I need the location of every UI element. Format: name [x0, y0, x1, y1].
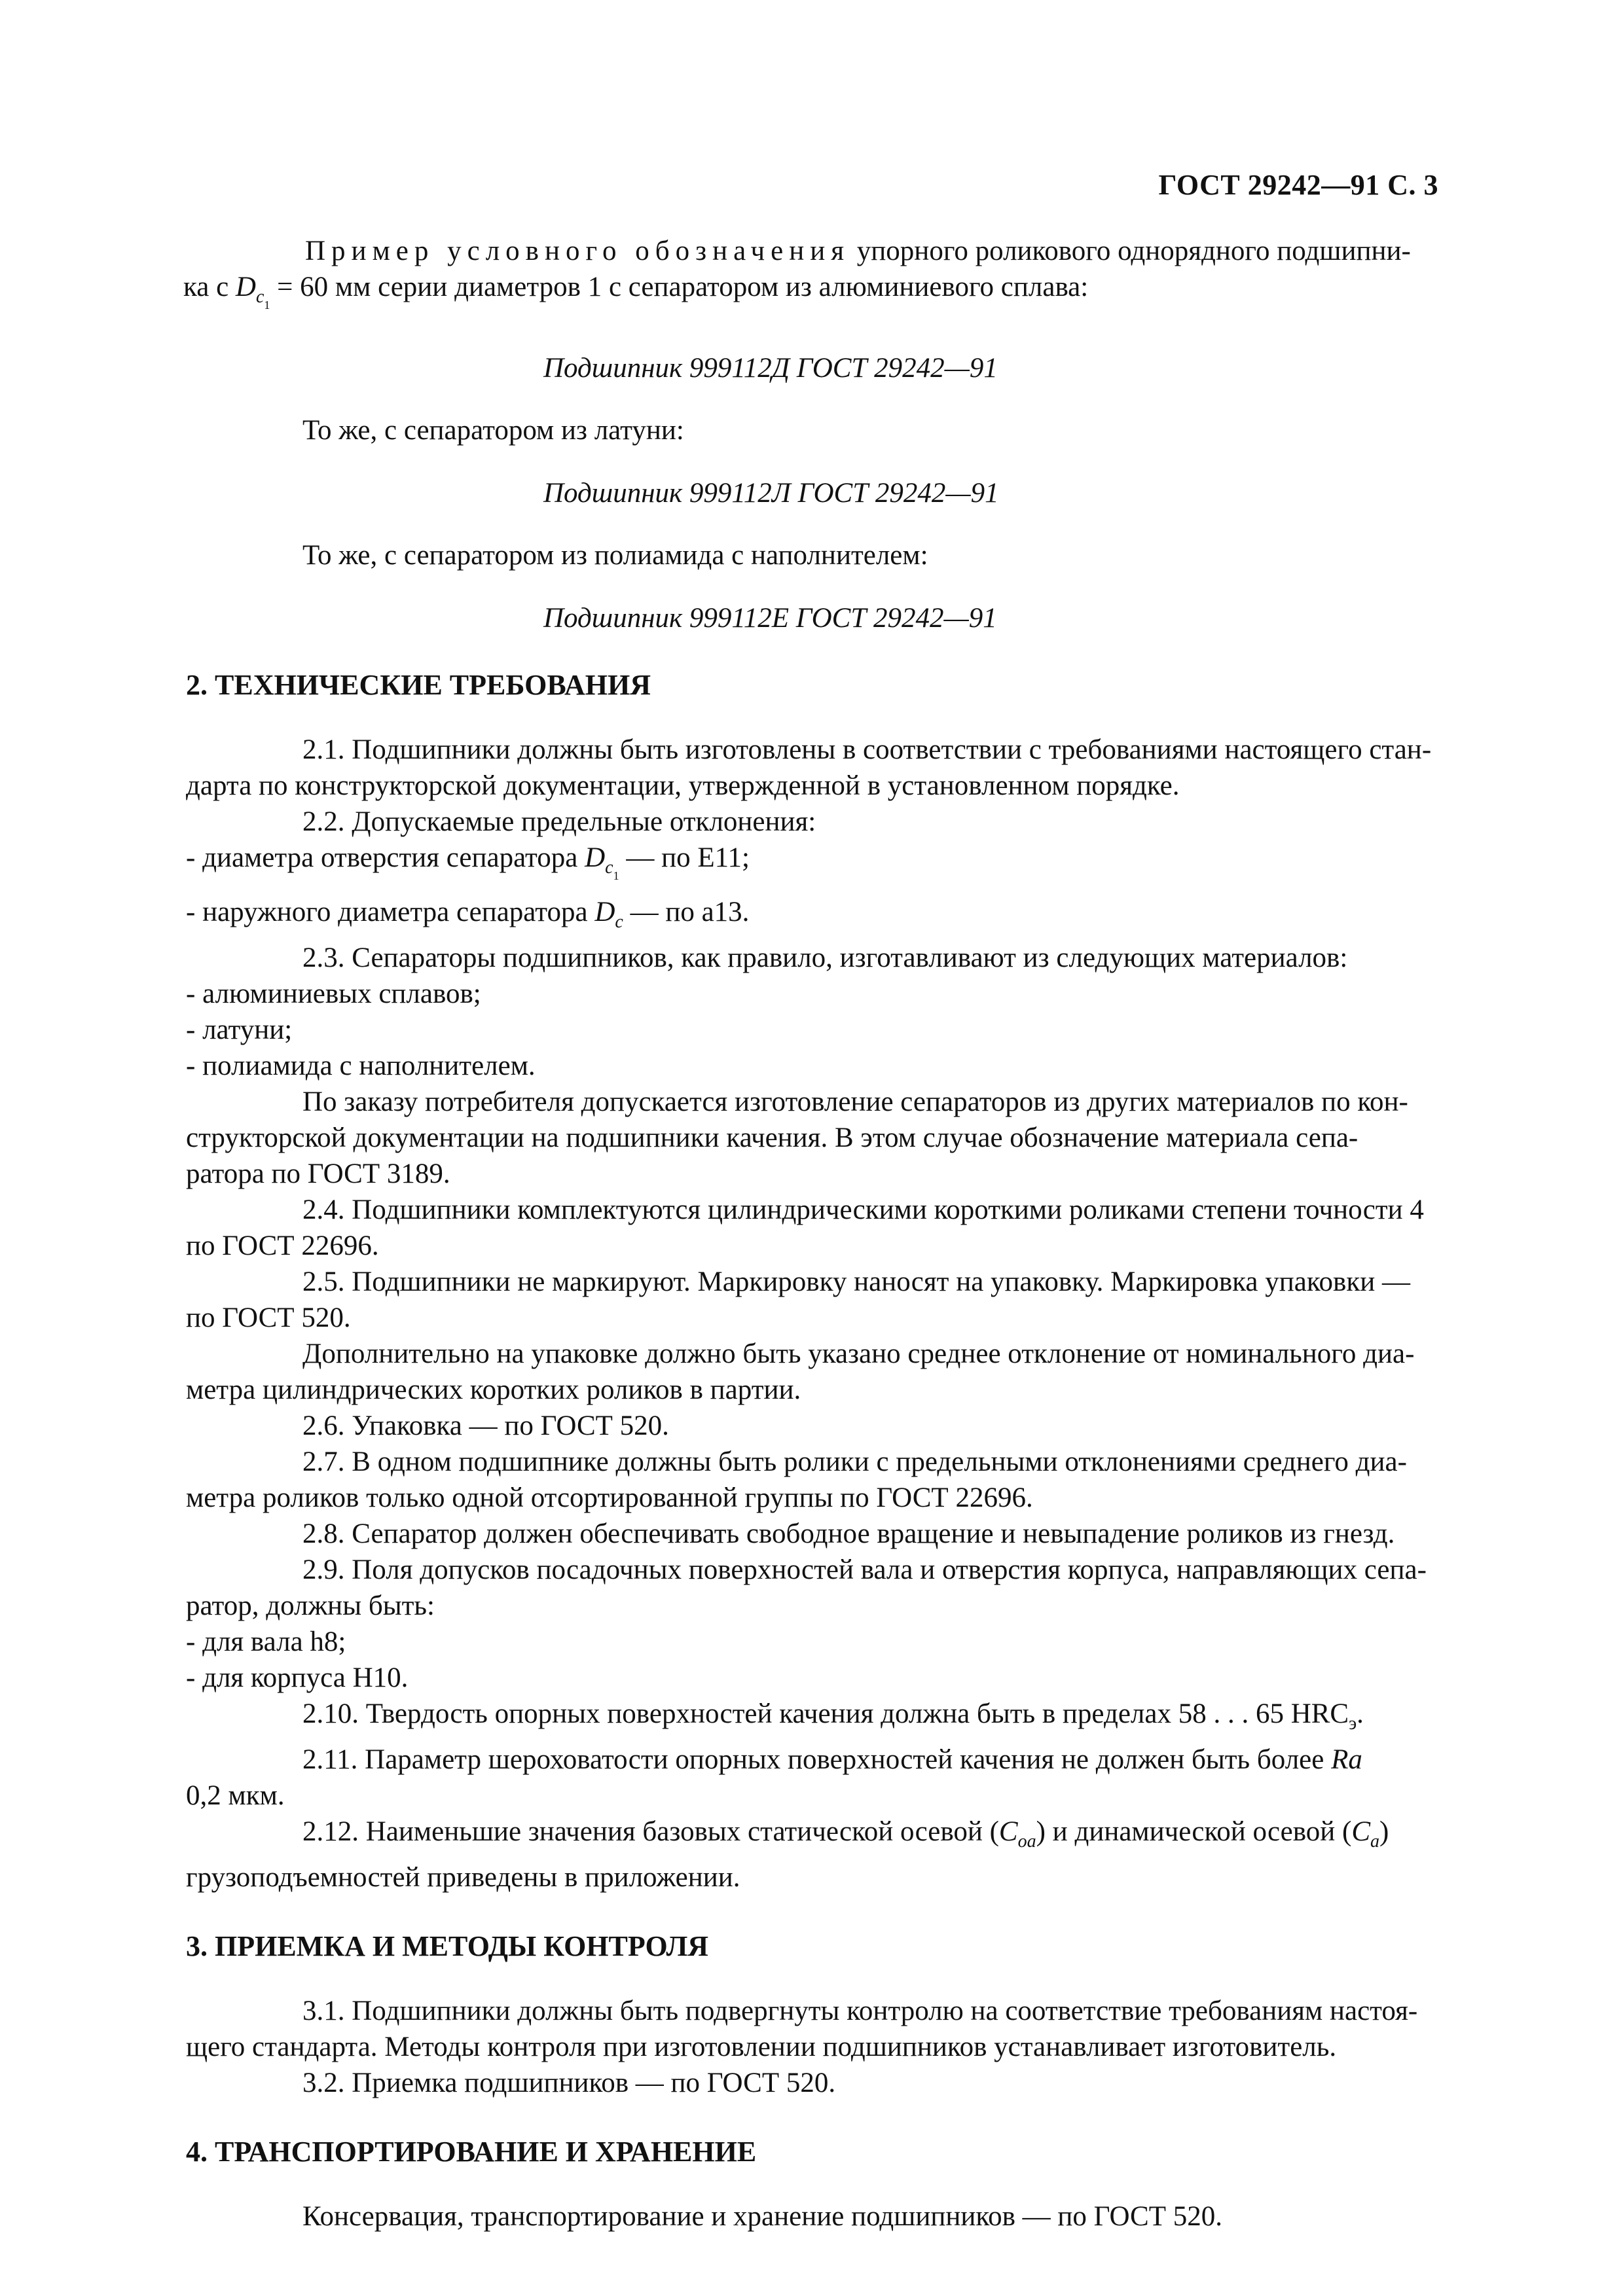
same-polyamide: То же, с сепаратором из полиамида с наполнителем: [302, 540, 928, 571]
para-2-5-c2: метра цилиндрических коротких роликов в партии. [186, 1374, 801, 1405]
para-2-11-a-pre: 2.11. Параметр шероховатости опорных поверхностей качения не должен быть более [302, 1744, 1332, 1775]
para-2-2-a-post: — по E11; [619, 842, 750, 873]
symbol-ca: $C_a$ [1351, 1816, 1380, 1852]
para-2-11-a [302, 1742, 1436, 1778]
symbol-dc1: $D_{c1}$ [235, 272, 270, 312]
section-2-heading: 2. ТЕХНИЧЕСКИЕ ТРЕБОВАНИЯ [186, 669, 651, 701]
para-2-2-b-post: — по a13. [623, 897, 750, 927]
para-2-3: 2.3. Сепараторы подшипников, как правило, изготавливают из следующих материалов: [302, 942, 1348, 973]
para-2-4-a: 2.4. Подшипники комплектуются цилиндрическими короткими роликами степени точности 4 [302, 1194, 1424, 1225]
para-2-3-c: - полиамида с наполнителем. [186, 1050, 536, 1081]
para-3-1-b: щего стандарта. Методы контроля при изготовлении подшипников устанавливает изготовитель. [186, 2032, 1337, 2062]
example-designation-3: Подшипник 999112Е ГОСТ 29242—91 [543, 603, 997, 634]
para-2-9-c: - для вала h8; [186, 1626, 346, 1657]
section-3-heading: 3. ПРИЕМКА И МЕТОДЫ КОНТРОЛЯ [186, 1930, 709, 1962]
para-2-5-a: 2.5. Подшипники не маркируют. Маркировку наносят на упаковку. Маркировка упаковки — [302, 1266, 1410, 1297]
symbol-ra: Ra [1331, 1744, 1362, 1775]
para-2-10 [302, 1696, 1436, 1742]
para-2-3-a: - алюминиевых сплавов; [186, 978, 481, 1009]
para-2-4-b: по ГОСТ 22696. [186, 1230, 379, 1261]
para-2-6: 2.6. Упаковка — по ГОСТ 520. [302, 1410, 669, 1441]
section-4-heading: 4. ТРАНСПОРТИРОВАНИЕ И ХРАНЕНИЕ [186, 2136, 757, 2168]
para-2-1-a: 2.1. Подшипники должны быть изготовлены в соответствии с требованиями настоящего стан- [302, 734, 1432, 765]
intro-line2-pre: ка с [183, 272, 236, 302]
para-2-9-b: ратор, должны быть: [186, 1590, 435, 1621]
example-designation-2: Подшипник 999112Л ГОСТ 29242—91 [543, 478, 999, 509]
para-2-2-a [186, 840, 1436, 894]
same-brass: То же, с сепаратором из латуни: [302, 415, 684, 446]
example-designation-1: Подшипник 999112Д ГОСТ 29242—91 [543, 353, 998, 384]
para-2-12-a-mid: ) и динамической осевой ( [1036, 1816, 1352, 1847]
page-content [183, 233, 1436, 2234]
para-2-10-post: . [1357, 1698, 1364, 1729]
para-3-1-a: 3.1. Подшипники должны быть подвергнуты контролю на соответствие требованиям настоя- [302, 1996, 1418, 2026]
para-2-3-d2: структорской документации на подшипники качения. В этом случае обозначение материала сепа- [186, 1122, 1359, 1153]
para-2-3-d1: По заказу потребителя допускается изготовление сепараторов из других материалов по кон- [302, 1086, 1408, 1117]
para-2-7-a: 2.7. В одном подшипнике должны быть ролики с предельными отклонениями среднего диа- [302, 1446, 1407, 1477]
intro-line-1 [302, 233, 1436, 269]
para-2-8: 2.8. Сепаратор должен обеспечивать свободное вращение и невыпадение роликов из гнезд. [302, 1518, 1395, 1549]
para-2-1-b: дарта по конструкторской документации, утвержденной в установленном порядке. [186, 770, 1180, 801]
para-2-9-a: 2.9. Поля допусков посадочных поверхностей вала и отверстия корпуса, направляющих сепа- [302, 1554, 1427, 1585]
para-2-7-b: метра роликов только одной отсортированной группы по ГОСТ 22696. [186, 1482, 1033, 1513]
para-2-12-a [302, 1814, 1436, 1859]
para-2-3-b: - латуни; [186, 1014, 293, 1045]
para-2-12-a-pre: 2.12. Наименьшие значения базовых статической осевой ( [302, 1816, 999, 1847]
page-header: ГОСТ 29242—91 С. 3 [1158, 169, 1438, 201]
symbol-dc1-b: $D_{c1}$ [585, 842, 619, 882]
intro-line2-post: = 60 мм серии диаметров 1 с сепаратором из алюминиевого сплава: [270, 272, 1089, 302]
intro-line-2 [183, 269, 1436, 323]
para-2-12-a-post: ) [1379, 1816, 1389, 1847]
intro-lead-rest: упорного роликового однорядного подшипни- [850, 236, 1411, 266]
para-2-12-b: грузоподъемностей приведены в приложении. [186, 1862, 740, 1893]
symbol-dc: $D_c$ [594, 897, 623, 932]
para-2-2-b-pre: - наружного диаметра сепаратора [186, 897, 595, 927]
para-2-5-b: по ГОСТ 520. [186, 1302, 351, 1333]
intro-lead-spaced: Пример условного обозначения [305, 236, 850, 266]
para-2-2-b [186, 894, 1436, 940]
para-4: Консервация, транспортирование и хранение подшипников — по ГОСТ 520. [302, 2201, 1222, 2232]
symbol-coa: $C_{oa}$ [998, 1816, 1036, 1852]
para-2-10-sub: э [1349, 1713, 1357, 1734]
para-3-2: 3.2. Приемка подшипников — по ГОСТ 520. [302, 2068, 836, 2098]
para-2-2-a-pre: - диаметра отверстия сепаратора [186, 842, 585, 873]
para-2-11-b: 0,2 мкм. [186, 1780, 285, 1811]
para-2-10-pre: 2.10. Твердость опорных поверхностей качения должна быть в пределах 58 . . . 65 HRC [302, 1698, 1349, 1729]
para-2-5-c1: Дополнительно на упаковке должно быть указано среднее отклонение от номинального диа- [302, 1338, 1415, 1369]
para-2-9-d: - для корпуса H10. [186, 1662, 409, 1693]
para-2-3-d3: ратора по ГОСТ 3189. [186, 1158, 450, 1189]
para-2-2: 2.2. Допускаемые предельные отклонения: [302, 806, 816, 837]
